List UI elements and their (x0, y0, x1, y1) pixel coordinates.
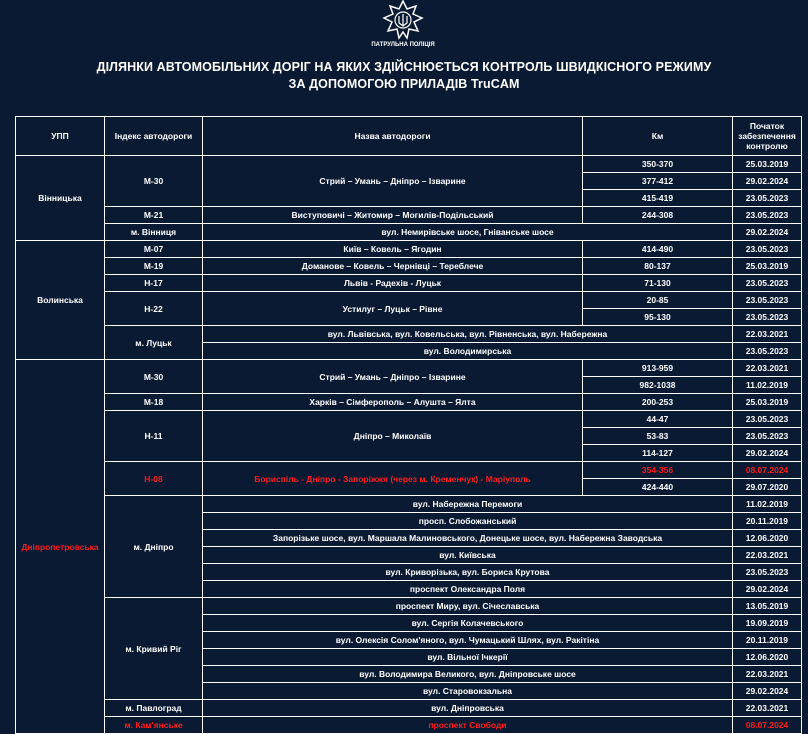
date-cell: 23.05.2023 (733, 343, 802, 360)
road-cell: вул. Старовокзальна (203, 683, 733, 700)
km-cell: 95-130 (583, 309, 733, 326)
km-cell: 80-137 (583, 258, 733, 275)
date-cell: 23.05.2023 (733, 241, 802, 258)
index-cell: м. Кривий Ріг (105, 598, 203, 700)
km-cell: 53-83 (583, 428, 733, 445)
date-cell: 20.11.2019 (733, 513, 802, 530)
road-cell: проспект Миру, вул. Січеславська (203, 598, 733, 615)
km-cell: 350-370 (583, 156, 733, 173)
roads-table (15, 116, 802, 734)
index-cell: М-21 (105, 207, 203, 224)
km-cell: 913-959 (583, 360, 733, 377)
date-cell: 22.03.2021 (733, 360, 802, 377)
index-cell: Н-11 (105, 411, 203, 462)
date-cell: 22.03.2021 (733, 666, 802, 683)
index-cell: М-30 (105, 156, 203, 207)
table-row (16, 598, 802, 615)
road-cell: вул. Володимира Великого, вул. Дніпровське шосе (203, 666, 733, 683)
date-cell: 23.05.2023 (733, 292, 802, 309)
road-cell: вул. Київська (203, 547, 733, 564)
page-title-line2: ЗА ДОПОМОГОЮ ПРИЛАДІВ TruCAM (288, 77, 520, 91)
km-cell: 244-308 (583, 207, 733, 224)
table-row (16, 700, 802, 717)
page-header (0, 0, 808, 110)
date-cell: 25.03.2019 (733, 394, 802, 411)
upp-cell: Вінницька (16, 156, 105, 241)
table-row (16, 411, 802, 428)
upp-cell: Волинська (16, 241, 105, 360)
table-row (16, 224, 802, 241)
km-cell: 114-127 (583, 445, 733, 462)
date-cell: 12.06.2020 (733, 530, 802, 547)
road-cell: вул. Немирівське шосе, Гніванське шосе (203, 224, 733, 241)
road-cell: вул. Сергія Колачевського (203, 615, 733, 632)
index-cell: м. Вінниця (105, 224, 203, 241)
road-cell: вул. Криворізька, вул. Бориса Крутова (203, 564, 733, 581)
table-row (16, 156, 802, 173)
road-cell: Київ – Ковель – Ягодин (203, 241, 583, 258)
km-cell: 44-47 (583, 411, 733, 428)
km-cell: 424-440 (583, 479, 733, 496)
table-row (16, 292, 802, 309)
road-cell: Львів - Радехів - Луцьк (203, 275, 583, 292)
km-cell: 354-356 (583, 462, 733, 479)
date-cell: 29.02.2024 (733, 445, 802, 462)
date-cell: 12.06.2020 (733, 649, 802, 666)
index-cell: М-07 (105, 241, 203, 258)
road-cell: Виступовичі – Житомир – Могилів-Подільський (203, 207, 583, 224)
km-cell: 415-419 (583, 190, 733, 207)
date-cell: 23.05.2023 (733, 428, 802, 445)
col-header-start: Початок забезпечення контролю (733, 117, 802, 156)
col-header-km: Км (583, 117, 733, 156)
road-cell: Доманове – Ковель – Чернівці – Тереблече (203, 258, 583, 275)
index-cell: Н-17 (105, 275, 203, 292)
date-cell: 29.02.2024 (733, 581, 802, 598)
table-row (16, 207, 802, 224)
date-cell: 19.09.2019 (733, 615, 802, 632)
org-name: ПАТРУЛЬНА ПОЛІЦІЯ (371, 42, 435, 48)
col-header-road: Назва автодороги (203, 117, 583, 156)
index-cell: М-30 (105, 360, 203, 394)
road-cell: вул. Володимирська (203, 343, 733, 360)
date-cell: 23.05.2023 (733, 411, 802, 428)
road-cell: проспект Олександра Поля (203, 581, 733, 598)
date-cell: 23.05.2023 (733, 190, 802, 207)
index-cell: М-18 (105, 394, 203, 411)
date-cell: 23.05.2023 (733, 207, 802, 224)
index-cell: м. Дніпро (105, 496, 203, 598)
road-cell: Стрий – Умань – Дніпро – Ізварине (203, 156, 583, 207)
date-cell: 29.07.2020 (733, 479, 802, 496)
date-cell: 22.03.2021 (733, 326, 802, 343)
table-row (16, 394, 802, 411)
road-cell: вул. Львівська, вул. Ковельська, вул. Рівненська, вул. Набережна (203, 326, 733, 343)
road-cell: Запорізьке шосе, вул. Маршала Малиновського, Донецьке шосе, вул. Набережна Заводська (203, 530, 733, 547)
km-cell: 20-85 (583, 292, 733, 309)
date-cell: 29.02.2024 (733, 683, 802, 700)
date-cell: 08.07.2024 (733, 462, 802, 479)
table-row (16, 496, 802, 513)
road-cell: Дніпро – Миколаїв (203, 411, 583, 462)
index-cell: м. Павлоград (105, 700, 203, 717)
km-cell: 200-253 (583, 394, 733, 411)
date-cell: 23.05.2023 (733, 309, 802, 326)
date-cell: 11.02.2019 (733, 377, 802, 394)
upp-cell: Дніпропетровська (16, 360, 105, 734)
road-cell: просп. Слобожанський (203, 513, 733, 530)
road-cell: Стрий – Умань – Дніпро – Ізварине (203, 360, 583, 394)
date-cell: 29.02.2024 (733, 173, 802, 190)
date-cell: 20.11.2019 (733, 632, 802, 649)
table-row (16, 360, 802, 377)
km-cell: 982-1038 (583, 377, 733, 394)
index-cell: Н-22 (105, 292, 203, 326)
index-cell: Н-08 (105, 462, 203, 496)
road-cell: Устилуг – Луцьк – Рівне (203, 292, 583, 326)
table-header-row (16, 117, 802, 156)
date-cell: 08.07.2024 (733, 717, 802, 734)
date-cell: 23.05.2023 (733, 275, 802, 292)
km-cell: 414-490 (583, 241, 733, 258)
col-header-index: Індекс автодороги (105, 117, 203, 156)
index-cell: м. Луцьк (105, 326, 203, 360)
road-cell: Бориспіль - Дніпро - Запоріжжя (через м. Кременчук) - Маріуполь (203, 462, 583, 496)
table-row (16, 717, 802, 734)
km-cell: 71-130 (583, 275, 733, 292)
date-cell: 22.03.2021 (733, 700, 802, 717)
road-cell: Харків – Сімферополь – Алушта – Ялта (203, 394, 583, 411)
page-title-line1: ДІЛЯНКИ АВТОМОБІЛЬНИХ ДОРІГ НА ЯКИХ ЗДІЙСНЮЄТЬСЯ КОНТРОЛЬ ШВИДКІСНОГО РЕЖИМУ (96, 60, 712, 74)
index-cell: М-19 (105, 258, 203, 275)
km-cell: 377-412 (583, 173, 733, 190)
road-cell: вул. Дніпровська (203, 700, 733, 717)
road-cell: проспект Свободи (203, 717, 733, 734)
road-cell: вул. Олексія Солом'яного, вул. Чумацький Шлях, вул. Ракітіна (203, 632, 733, 649)
date-cell: 25.03.2019 (733, 156, 802, 173)
police-badge-icon (380, 0, 426, 40)
date-cell: 25.03.2019 (733, 258, 802, 275)
road-cell: вул. Набережна Перемоги (203, 496, 733, 513)
table-row (16, 241, 802, 258)
road-cell: вул. Вільної Ічкерії (203, 649, 733, 666)
date-cell: 22.03.2021 (733, 547, 802, 564)
index-cell: м. Кам'янське (105, 717, 203, 734)
table-row (16, 326, 802, 343)
date-cell: 23.05.2023 (733, 564, 802, 581)
date-cell: 11.02.2019 (733, 496, 802, 513)
col-header-upp: УПП (16, 117, 105, 156)
date-cell: 29.02.2024 (733, 224, 802, 241)
date-cell: 13.05.2019 (733, 598, 802, 615)
table-row (16, 258, 802, 275)
table-row (16, 275, 802, 292)
table-row (16, 462, 802, 479)
